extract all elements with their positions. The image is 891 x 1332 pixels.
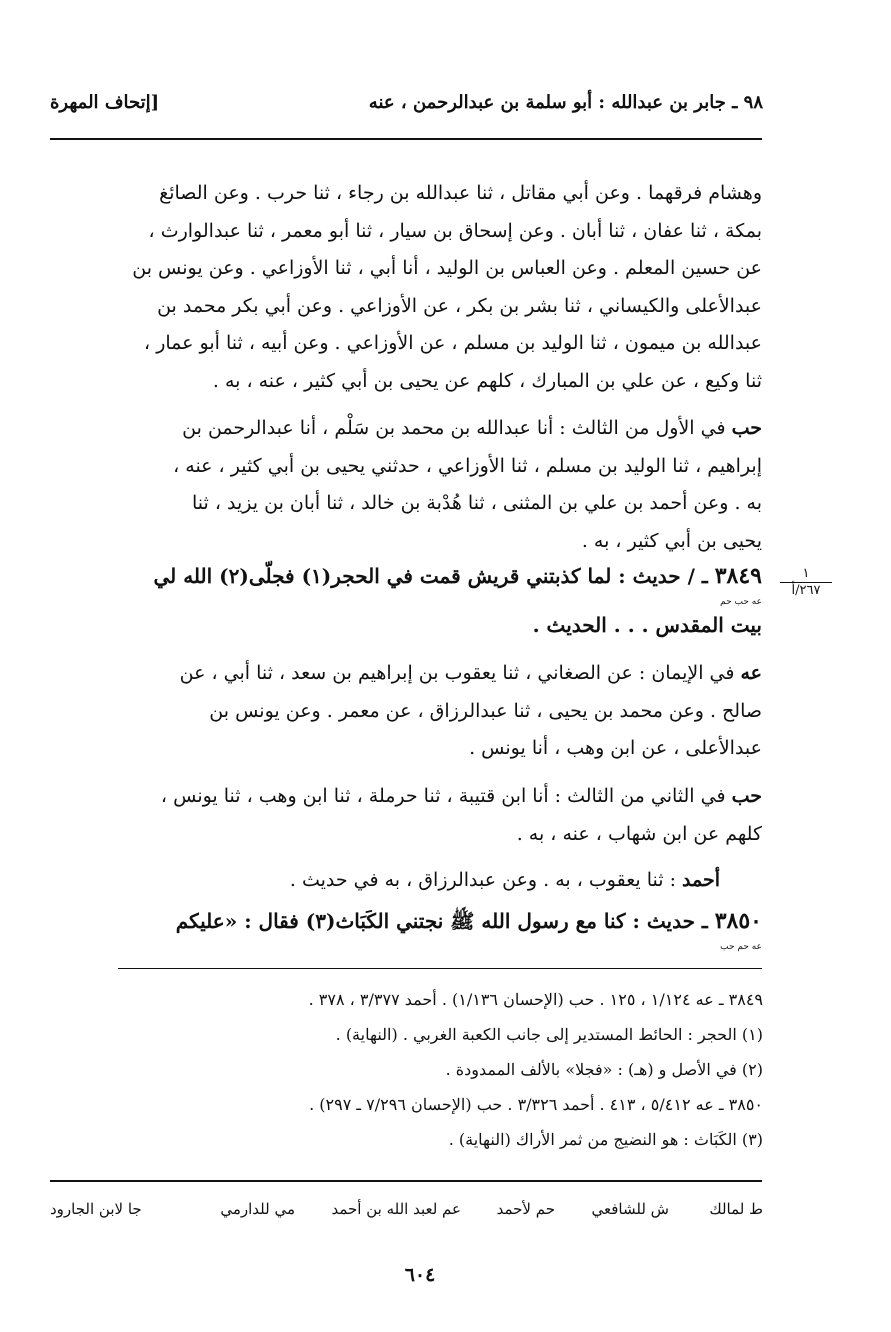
hadith-sources: عه حم حب (720, 942, 762, 952)
paragraph (50, 862, 720, 900)
footnote-rule (118, 968, 762, 969)
line: ثنا وكيع ، عن علي بن المبارك ، كلهم عن يحيى بن أبي كثير ، عنه ، به . (212, 369, 762, 392)
line: صالح . وعن محمد بن يحيى ، ثنا عبدالرزاق ، عن معمر . وعن يونس بن (209, 699, 762, 722)
line: إبراهيم ، ثنا الوليد بن مسلم ، ثنا الأوزاعي ، حدثني يحيى بن أبي كثير ، عنه ، (173, 454, 762, 477)
text-block-2 (50, 410, 762, 560)
line: في الثاني من الثالث : أنا ابن قتيبة ، ثنا حرملة ، ثنا ابن وهب ، ثنا يونس ، (160, 785, 732, 807)
header-rule (50, 138, 762, 140)
footnote: (٢) في الأصل و (هـ) : «فجلا» بالألف الممدودة . (445, 1060, 763, 1079)
paragraph (50, 778, 762, 853)
hadith-number: ٣٨٥٠ (714, 908, 762, 934)
line: وهشام فرقهما . وعن أبي مقاتل ، ثنا عبدالله بن رجاء ، ثنا حرب . وعن الصائغ (159, 182, 762, 204)
abbreviation: عم لعبد الله بن أحمد (331, 1200, 461, 1218)
footnote: (٣) الكَبَاث : هو النضيج من ثمر الأراك (النهاية) . (448, 1130, 763, 1149)
hadith-number: ٣٨٤٩ (714, 563, 762, 589)
abbreviation: مي للدارمي (220, 1200, 295, 1218)
source-abbrev: أحمد (682, 869, 720, 891)
paragraph (50, 410, 762, 560)
hadith-heading: ـ / حديث : لما كذبتني قريش قمت في الحجر(١) فجلّى(٢) الله لي (153, 564, 715, 588)
footnote: ٣٨٥٠ ـ عه ٥/٤١٢ ، ٤١٣ . أحمد ٣/٣٢٦ . حب (الإحسان ٧/٢٩٦ ـ ٢٩٧) . (309, 1095, 763, 1114)
abbreviation: ط لمالك (709, 1200, 763, 1218)
text-block-3 (50, 655, 762, 768)
line: يحيى بن أبي كثير ، به . (581, 529, 762, 552)
abbreviations-rule (50, 1180, 762, 1182)
hadith-heading: ـ حديث : كنا مع رسول الله ﷺ نجتني الكَبَاث(٣) فقال : «عليكم (175, 909, 715, 933)
text-block-1 (50, 175, 762, 400)
hadith-sources: عه حب حم (720, 597, 762, 607)
footnote: (١) الحجر : الحائط المستدير إلى جانب الكعبة الغربي . (النهاية) . (335, 1025, 763, 1044)
line: به . وعن أحمد بن علي بن المثنى ، ثنا هُدْبة بن خالد ، ثنا أبان بن يزيد ، ثنا (192, 492, 762, 514)
abbreviation: ش للشافعي (591, 1200, 669, 1218)
line: عبدالله بن ميمون ، ثنا الوليد بن مسلم ، عن الأوزاعي . وعن أبيه ، ثنا أبو عمار ، (144, 332, 762, 354)
abbreviation: حم لأحمد (496, 1200, 555, 1218)
hadith-3849 (50, 563, 762, 643)
line: عبدالأعلى ، عن ابن وهب ، أنا يونس . (469, 737, 762, 759)
paragraph (50, 175, 762, 400)
text-block-5 (50, 862, 762, 900)
running-header-book: [إتحاف المهرة (50, 92, 160, 113)
abbreviation: جا لابن الجارود (50, 1200, 142, 1218)
hadith-3850 (50, 908, 762, 958)
hadith-continuation: بيت المقدس . . . الحديث . (532, 613, 762, 637)
paragraph (50, 655, 762, 768)
margin-folio-note (780, 566, 832, 599)
line: كلهم عن ابن شهاب ، عنه ، به . (516, 822, 762, 845)
footnote: ٣٨٤٩ ـ عه ١/١٢٤ ، ١٢٥ . حب (الإحسان ١/١٣٦) . أحمد ٣/٣٧٧ ، ٣٧٨ . (308, 990, 763, 1009)
source-abbrev: عه (740, 662, 762, 684)
running-header-title: ٩٨ ـ جابر بن عبدالله : أبو سلمة بن عبدالرحمن ، عنه (368, 92, 763, 113)
text-block-4 (50, 778, 762, 853)
line: بمكة ، ثنا عفان ، ثنا أبان . وعن إسحاق بن سيار ، ثنا أبو معمر ، ثنا عبدالوارث ، (148, 219, 762, 242)
line: في الأول من الثالث : أنا عبدالله بن محمد بن سَلْم ، أنا عبدالرحمن بن (182, 417, 732, 439)
margin-note-bottom: ٢٦٧/أ (791, 583, 821, 598)
line: عن حسين المعلم . وعن العباس بن الوليد ، أنا أبي ، ثنا الأوزاعي . وعن يونس بن (132, 257, 762, 279)
line: : ثنا يعقوب ، به . وعن عبدالرزاق ، به في حديث . (289, 869, 683, 891)
source-abbrev: حب (731, 785, 762, 807)
line: عبدالأعلى والكيساني ، ثنا بشر بن بكر ، عن الأوزاعي . وعن أبي بكر محمد بن (157, 294, 762, 317)
source-abbrev: حب (731, 417, 762, 439)
line: في الإيمان : عن الصغاني ، ثنا يعقوب بن إبراهيم بن سعد ، ثنا أبي ، عن (179, 662, 741, 684)
page-number: ٦٠٤ (404, 1264, 436, 1286)
margin-note-top: ١ (780, 566, 832, 583)
